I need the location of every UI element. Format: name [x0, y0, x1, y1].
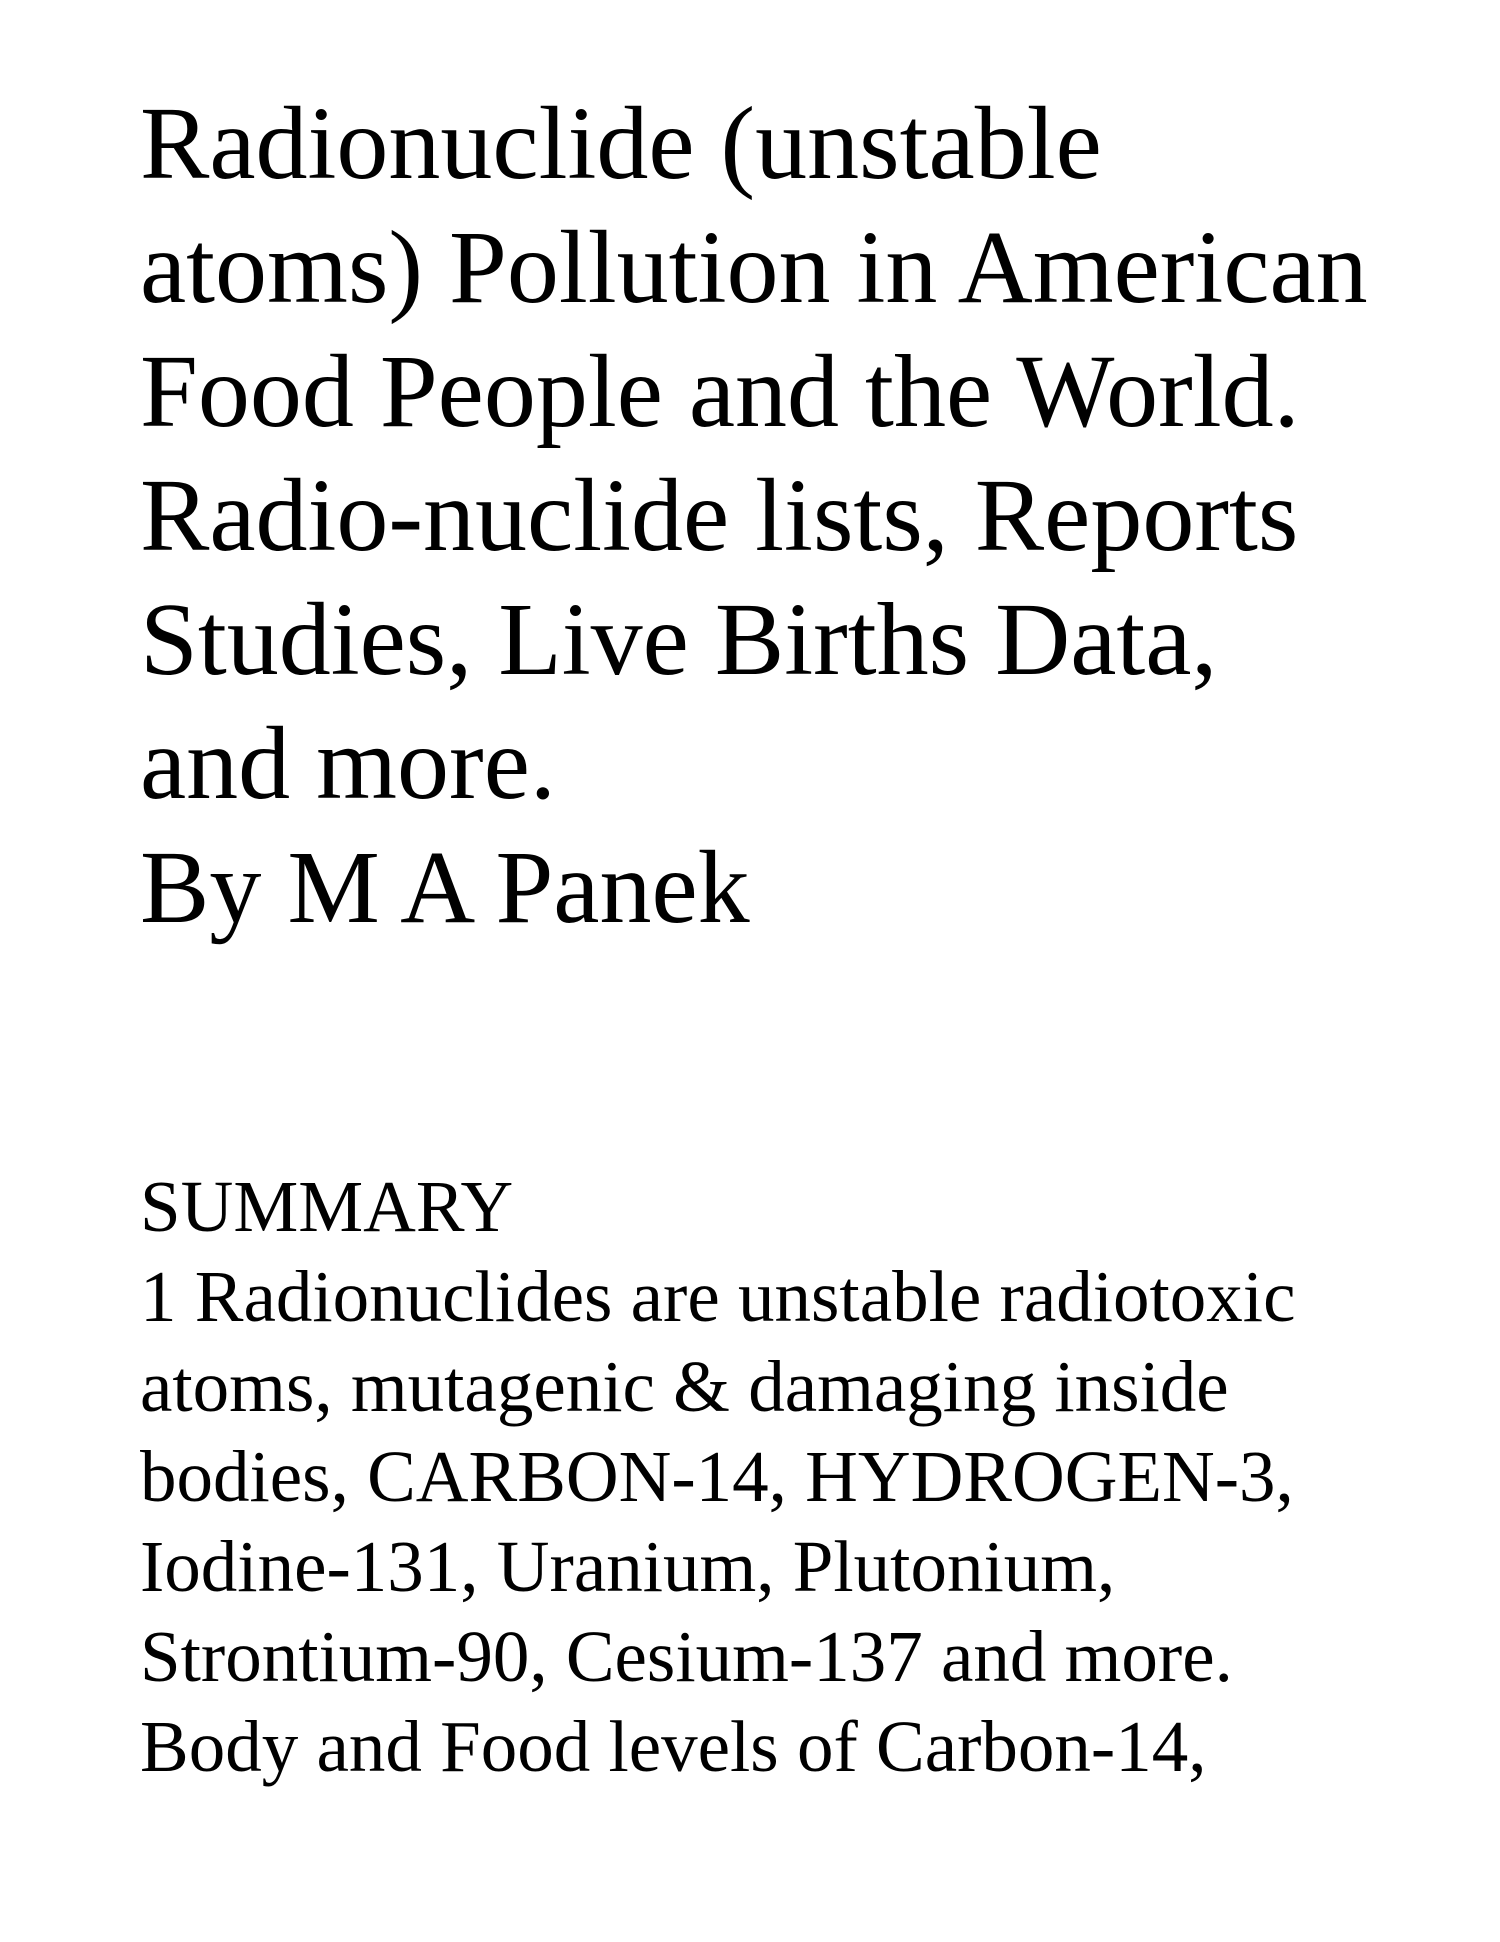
title-line: Studies, Live Births Data, — [140, 582, 1218, 697]
summary-line: Strontium-90, Cesium-137 and more. — [140, 1616, 1233, 1697]
title-line: atoms) Pollution in American — [140, 210, 1368, 325]
summary-line: 1 Radionuclides are unstable radiotoxic — [140, 1256, 1296, 1337]
title-line: Radionuclide (unstable — [140, 86, 1102, 201]
summary-heading: SUMMARY — [140, 1166, 514, 1247]
summary-line: bodies, CARBON-14, HYDROGEN-3, — [140, 1436, 1294, 1517]
title-line: and more. — [140, 706, 556, 821]
document-title — [140, 82, 1470, 950]
title-line: Radio-nuclide lists, Reports — [140, 458, 1299, 573]
summary-line: atoms, mutagenic & damaging inside — [140, 1346, 1229, 1427]
summary-section — [140, 1162, 1470, 1792]
title-line: Food People and the World. — [140, 334, 1300, 449]
summary-line: Body and Food levels of Carbon-14, — [140, 1706, 1207, 1787]
author-byline: By M A Panek — [140, 830, 750, 945]
summary-line: Iodine-131, Uranium, Plutonium, — [140, 1526, 1116, 1607]
